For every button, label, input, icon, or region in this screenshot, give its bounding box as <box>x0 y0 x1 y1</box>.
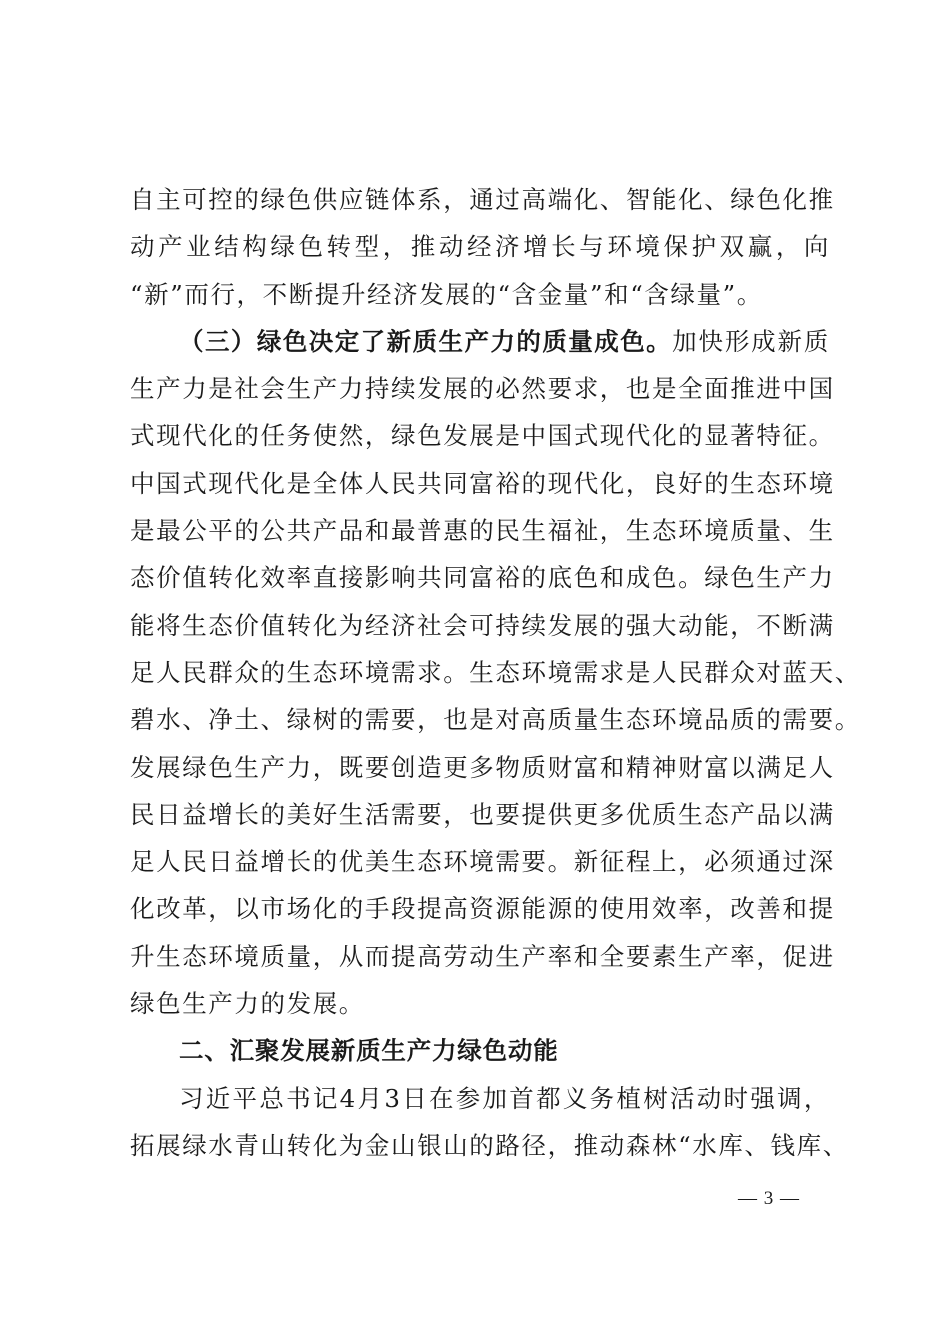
paragraph-2-line-1-text: 加快形成新质 <box>672 326 830 356</box>
paragraph-1-line-1: 自主可控的绿色供应链体系，通过高端化、智能化、绿色化推 <box>130 185 835 214</box>
paragraph-2-line-7: 能将生态价值转化为经济社会可持续发展的强大动能，不断满 <box>130 610 835 640</box>
paragraph-2-line-2: 生产力是社会生产力持续发展的必然要求，也是全面推进中国 <box>130 374 835 404</box>
paragraph-2-line-11: 民日益增长的美好生活需要，也要提供更多优质生态产品以满 <box>130 799 835 829</box>
section-subheading: （三）绿色决定了新质生产力的质量成色。 <box>179 326 673 356</box>
paragraph-2-line-14: 升生态环境质量，从而提高劳动生产率和全要素生产率，促进 <box>130 941 835 971</box>
paragraph-2-line-10: 发展绿色生产力，既要创造更多物质财富和精神财富以满足人 <box>130 752 835 782</box>
paragraph-2-line-4: 中国式现代化是全体人民共同富裕的现代化，良好的生态环境 <box>130 468 835 498</box>
paragraph-1-line-2: 动产业结构绿色转型，推动经济增长与环境保护双赢，向 <box>130 232 830 262</box>
paragraph-2-line-5: 是最公平的公共产品和最普惠的民生福祉，生态环境质量、生 <box>130 516 835 546</box>
section-heading: 二、汇聚发展新质生产力绿色动能 <box>179 1036 559 1066</box>
paragraph-3-line-1: 习近平总书记4月3日在参加首都义务植树活动时强调， <box>179 1083 830 1113</box>
paragraph-2-line-8: 足人民群众的生态环境需求。生态环境需求是人民群众对蓝天、 <box>130 657 861 687</box>
paragraph-2-line-13: 化改革，以市场化的手段提高资源能源的使用效率，改善和提 <box>130 894 835 924</box>
paragraph-2-line-9: 碧水、净土、绿树的需要，也是对高质量生态环境品质的需要。 <box>130 705 861 735</box>
page-number: — 3 — <box>738 1188 800 1209</box>
paragraph-2-line-1 <box>130 318 830 365</box>
paragraph-2-line-6: 态价值转化效率直接影响共同富裕的底色和成色。绿色生产力 <box>130 563 835 593</box>
paragraph-2-line-3: 式现代化的任务使然，绿色发展是中国式现代化的显著特征。 <box>130 421 835 451</box>
paragraph-1-line-3: “新”而行，不断提升经济发展的“含金量”和“含绿量”。 <box>130 279 763 309</box>
paragraph-3-line-2: 拓展绿水青山转化为金山银山的路径，推动森林“水库、钱库、 <box>130 1130 849 1160</box>
paragraph-2-line-15: 绿色生产力的发展。 <box>130 989 365 1019</box>
document-body <box>130 176 861 1169</box>
paragraph-2-line-12: 足人民日益增长的优美生态环境需要。新征程上，必须通过深 <box>130 847 835 877</box>
